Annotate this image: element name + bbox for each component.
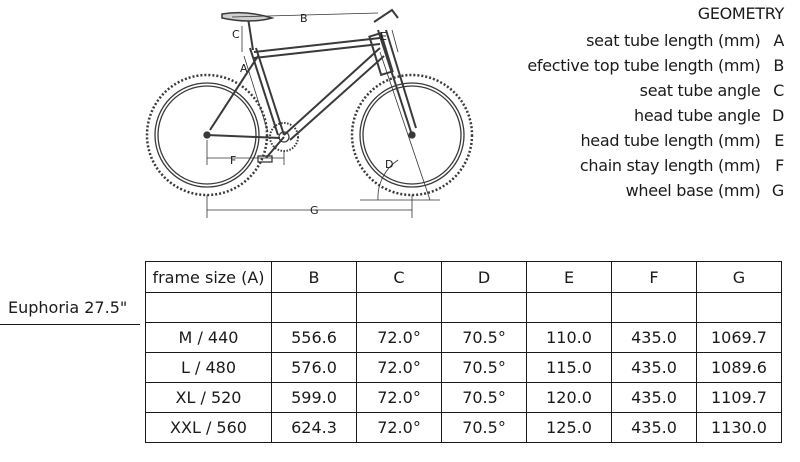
table-header-cell: C — [357, 262, 442, 293]
legend-item — [527, 103, 784, 128]
table-row — [146, 323, 782, 353]
legend-item-label: seat tube length (mm) — [586, 31, 761, 50]
table-cell: M / 440 — [146, 323, 272, 353]
legend-item-label: head tube angle — [633, 106, 761, 125]
table-header-cell: B — [272, 262, 357, 293]
table-cell: 72.0° — [357, 413, 442, 443]
table-cell: 435.0 — [612, 353, 697, 383]
diagram-label-g: G — [310, 204, 319, 217]
table-spacer-row — [146, 293, 782, 323]
legend-item-letter: F — [775, 156, 784, 175]
rear-hub — [204, 132, 210, 138]
table-header-row — [146, 262, 782, 293]
table-row — [146, 383, 782, 413]
table-cell: 576.0 — [272, 353, 357, 383]
table-cell: 435.0 — [612, 383, 697, 413]
table-header-cell: E — [527, 262, 612, 293]
table-cell: 125.0 — [527, 413, 612, 443]
legend-item-letter: E — [774, 131, 784, 150]
table-cell: XXL / 560 — [146, 413, 272, 443]
front-hub — [409, 132, 415, 138]
legend-item-label: chain stay length (mm) — [579, 156, 761, 175]
table-cell: 70.5° — [442, 353, 527, 383]
legend-item-label: wheel base (mm) — [625, 181, 761, 200]
legend-item — [527, 78, 784, 103]
table-header-cell: frame size (A) — [146, 262, 272, 293]
diagram-label-e: E — [380, 30, 387, 43]
legend-item-letter: D — [771, 106, 784, 125]
legend-item-label: efective top tube length (mm) — [527, 56, 761, 75]
table-row — [146, 413, 782, 443]
table-cell: 435.0 — [612, 323, 697, 353]
diagram-label-d: D — [385, 158, 394, 171]
table-cell: 120.0 — [527, 383, 612, 413]
pedal — [258, 156, 272, 162]
legend-item-letter: A — [773, 31, 784, 50]
table-cell: 72.0° — [357, 383, 442, 413]
geometry-table — [145, 261, 782, 443]
bike-frame — [207, 38, 384, 140]
table-cell: 70.5° — [442, 323, 527, 353]
legend-item-letter: G — [771, 181, 784, 200]
table-cell: 556.6 — [272, 323, 357, 353]
legend-item — [527, 53, 784, 78]
table-cell: 70.5° — [442, 383, 527, 413]
model-name: Euphoria 27.5" — [0, 295, 140, 325]
table-cell: L / 480 — [146, 353, 272, 383]
legend-item — [527, 153, 784, 178]
diagram-label-f: F — [230, 154, 237, 167]
diagram-label-c: C — [232, 28, 240, 41]
table-header-cell: F — [612, 262, 697, 293]
table-cell: 110.0 — [527, 323, 612, 353]
diagram-label-a: A — [240, 62, 248, 75]
crank-arm — [266, 137, 284, 158]
diagram-label-b: B — [300, 12, 308, 25]
legend-item-label: seat tube angle — [639, 81, 761, 100]
table-cell: 599.0 — [272, 383, 357, 413]
bike-geometry-diagram — [0, 0, 520, 230]
table-cell: 72.0° — [357, 353, 442, 383]
table-cell: 115.0 — [527, 353, 612, 383]
table-row — [146, 353, 782, 383]
table-cell: 435.0 — [612, 413, 697, 443]
dim-line-e — [392, 30, 398, 52]
seatpost — [248, 18, 253, 50]
table-cell: 1089.6 — [697, 353, 782, 383]
legend-item-letter: B — [773, 56, 784, 75]
table-cell: 1130.0 — [697, 413, 782, 443]
legend-item-label: head tube length (mm) — [580, 131, 761, 150]
legend-item — [527, 128, 784, 153]
legend-item — [527, 178, 784, 203]
table-cell: 624.3 — [272, 413, 357, 443]
handlebar — [374, 10, 398, 22]
legend-title: GEOMETRY — [697, 4, 784, 23]
table-cell: 1109.7 — [697, 383, 782, 413]
table-cell: 72.0° — [357, 323, 442, 353]
table-cell: 70.5° — [442, 413, 527, 443]
table-cell: 1069.7 — [697, 323, 782, 353]
geometry-legend — [527, 2, 784, 203]
table-cell: XL / 520 — [146, 383, 272, 413]
table-header-cell: G — [697, 262, 782, 293]
legend-item — [527, 28, 784, 53]
table-header-cell: D — [442, 262, 527, 293]
legend-item-letter: C — [773, 81, 784, 100]
